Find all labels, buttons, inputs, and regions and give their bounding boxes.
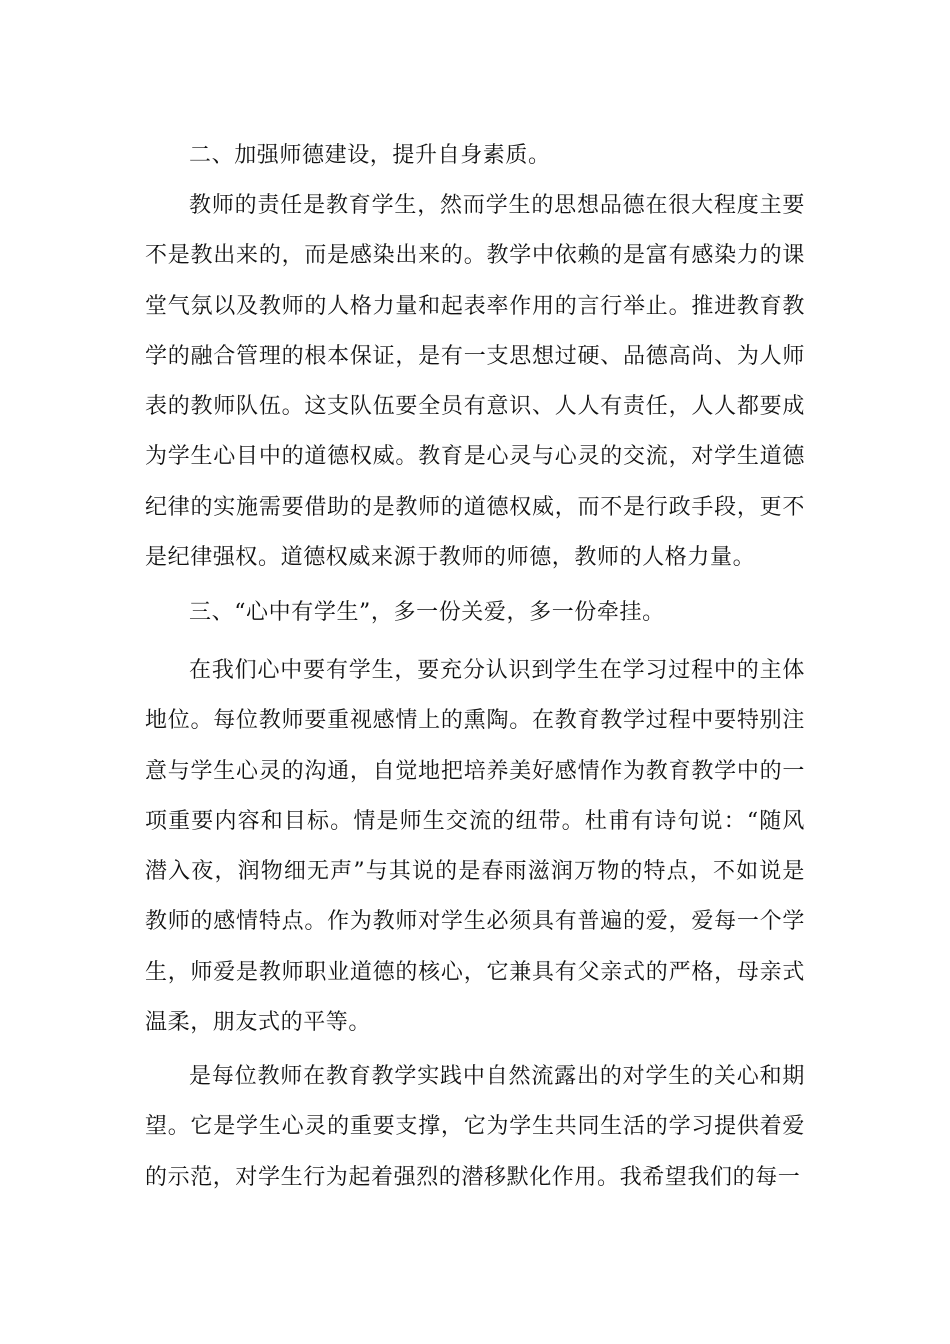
paragraph-teacher-ethics: 教师的责任是教育学生，然而学生的思想品德在很大程度主要不是教出来的，而是感染出来的。教学中依赖的是富有感染力的课堂气氛以及教师的人格力量和起表率作用的言行举止。推进教育教学的融合管理的根本保证，是有一支思想过硬、品德高尚、为人师表的教师队伍。这支队伍要全员有意识、人人有责任，人人都要成为学生心目中的道德权威。教育是心灵与心灵的交流，对学生道德纪律的实施需要借助的是教师的道德权威，而不是行政手段，更不是纪律强权。道德权威来源于教师的师德，教师的人格力量。 bbox=[145, 193, 805, 571]
section-three-heading: 三、“心中有学生”，多一份关爱，多一份牵挂。 bbox=[189, 600, 665, 625]
paragraph-care-for-students: 在我们心中要有学生，要充分认识到学生在学习过程中的主体地位。每位教师要重视感情上的熏陶。在教育教学过程中要特别注意与学生心灵的沟通，自觉地把培养美好感情作为教育教学中的一项重要内容和目标。情是师生交流的纽带。杜甫有诗句说：“随风潜入夜，润物细无声”与其说的是春雨滋润万物的特点，不如说是教师的感情特点。作为教师对学生必须具有普遍的爱，爱每一个学生，师爱是教师职业道德的核心，它兼具有父亲式的严格，母亲式温柔，朋友式的平等。 bbox=[145, 658, 805, 1036]
section-two-heading: 二、加强师德建设，提升自身素质。 bbox=[189, 143, 551, 168]
paragraph-teacher-love: 是每位教师在教育教学实践中自然流露出的对学生的关心和期望。它是学生心灵的重要支撑，它为学生共同生活的学习提供着爱的示范，对学生行为起着强烈的潜移默化作用。我希望我们的每一 bbox=[145, 1064, 805, 1190]
